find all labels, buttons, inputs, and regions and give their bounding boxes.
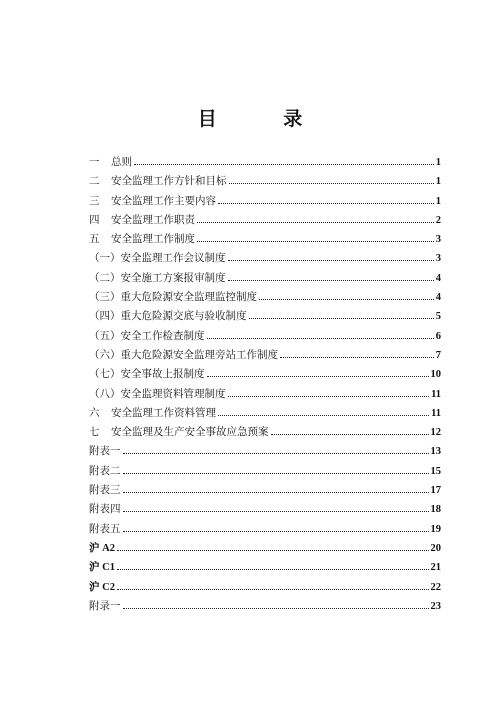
toc-entry[interactable] xyxy=(89,211,441,230)
toc-entry[interactable] xyxy=(89,172,441,191)
toc-entry-text: （一）安全监理工作会议制度 xyxy=(89,252,226,265)
toc-appendix-entry[interactable] xyxy=(89,558,441,577)
toc-subentry[interactable] xyxy=(89,269,441,288)
toc-entry-page: 6 xyxy=(435,330,441,342)
toc-entry-text: 安全监理及生产安全事故应急预案 xyxy=(111,426,269,439)
dot-leader xyxy=(280,357,434,358)
toc-subentry[interactable] xyxy=(89,346,441,365)
dot-leader xyxy=(218,415,429,416)
toc-entry-label xyxy=(89,172,227,191)
toc-entry-page: 15 xyxy=(430,465,441,477)
toc-entry-text: 总则 xyxy=(111,156,132,168)
toc-entry-page: 23 xyxy=(430,600,441,612)
dot-leader xyxy=(117,589,429,590)
toc-entry-label xyxy=(89,192,216,211)
dot-leader xyxy=(271,434,429,435)
toc-entry-text: 安全监理工作资料管理 xyxy=(111,406,216,419)
dot-leader xyxy=(259,299,434,300)
toc-entry[interactable] xyxy=(89,404,441,423)
dot-leader xyxy=(228,280,434,281)
toc-entry-label xyxy=(89,211,195,230)
dot-leader xyxy=(197,222,434,223)
toc-entry-text: 安全监理工作制度 xyxy=(111,233,195,246)
toc-appendix-entry[interactable] xyxy=(89,500,441,519)
toc-entry-page: 10 xyxy=(430,369,441,381)
page-title: 目 录 xyxy=(197,108,333,130)
toc-entry-text: 沪 A2 xyxy=(89,542,115,554)
toc-entry-page: 3 xyxy=(435,253,441,265)
toc-entry-text: 安全监理工作职责 xyxy=(111,213,195,226)
toc-entry[interactable] xyxy=(89,153,441,172)
toc-entry-label xyxy=(89,423,269,442)
dot-leader xyxy=(228,260,434,261)
toc-entry-text: 安全监理工作主要内容 xyxy=(111,194,216,207)
toc-entry-page: 1 xyxy=(435,157,441,168)
toc-entry-label xyxy=(89,404,216,423)
toc-entry-text: （二）安全施工方案报审制度 xyxy=(89,271,226,284)
dot-leader xyxy=(218,203,434,204)
toc-appendix-entry[interactable] xyxy=(89,442,441,461)
toc-entry-text: （七）安全事故上报制度 xyxy=(89,368,205,381)
toc-subentry[interactable] xyxy=(89,249,441,268)
toc-entry-text: 附表三 xyxy=(89,484,121,497)
toc-entry-page: 22 xyxy=(430,581,441,593)
toc-entry-text: 附录一 xyxy=(89,599,121,612)
toc-entry-number: 五 xyxy=(89,233,100,246)
toc-entry-text: 附表二 xyxy=(89,464,121,477)
toc-appendix-entry[interactable] xyxy=(89,520,441,539)
toc-entry-page: 7 xyxy=(435,349,441,361)
toc-entry-number: 四 xyxy=(89,213,100,226)
toc-entry-page: 1 xyxy=(435,176,441,188)
dot-leader xyxy=(123,492,429,493)
dot-leader xyxy=(117,550,429,551)
toc-entry-text: （五）安全工作检查制度 xyxy=(89,329,205,342)
toc-entry-label xyxy=(89,230,195,249)
toc-subentry[interactable] xyxy=(89,365,441,384)
toc-entry-page: 17 xyxy=(430,485,441,497)
dot-leader xyxy=(228,396,430,397)
toc-entry-page: 19 xyxy=(430,523,441,535)
toc-entry-page: 12 xyxy=(430,427,441,439)
toc-entry-number: 三 xyxy=(89,194,100,207)
toc-entry-page: 13 xyxy=(430,446,441,458)
toc-entry-text: 附表一 xyxy=(89,445,121,458)
dot-leader xyxy=(229,183,434,184)
toc-entry-page: 11 xyxy=(431,388,441,400)
toc-entry-page: 1 xyxy=(435,195,441,207)
toc-entry-text: （三）重大危险源安全监理监控制度 xyxy=(89,291,257,304)
dot-leader xyxy=(134,164,434,165)
toc-entry-text: 沪 C1 xyxy=(89,562,115,574)
toc-subentry[interactable] xyxy=(89,307,441,326)
toc-entry-page: 4 xyxy=(435,292,441,304)
toc-entry-number: 一 xyxy=(89,156,100,168)
toc-entry-text: 附表四 xyxy=(89,503,121,516)
dot-leader xyxy=(123,453,429,454)
dot-leader xyxy=(249,318,434,319)
dot-leader xyxy=(197,241,434,242)
dot-leader xyxy=(123,511,429,512)
toc-subentry[interactable] xyxy=(89,288,441,307)
toc-appendix-entry[interactable] xyxy=(89,597,441,616)
toc-entry-page: 11 xyxy=(431,407,441,419)
toc-entry-number: 六 xyxy=(89,406,100,419)
dot-leader xyxy=(123,608,429,609)
table-of-contents xyxy=(89,153,441,616)
toc-entry-text: 安全监理工作方针和目标 xyxy=(111,175,227,188)
toc-subentry[interactable] xyxy=(89,385,441,404)
dot-leader xyxy=(123,531,429,532)
dot-leader xyxy=(117,569,429,570)
toc-entry-text: 沪 C2 xyxy=(89,581,115,593)
toc-entry-page: 5 xyxy=(435,311,441,323)
toc-appendix-entry[interactable] xyxy=(89,578,441,597)
toc-entry-text: （六）重大危险源安全监理旁站工作制度 xyxy=(89,348,278,361)
toc-entry-text: （四）重大危险源交底与验收制度 xyxy=(89,310,247,323)
toc-entry-text: 附表五 xyxy=(89,522,121,535)
toc-entry-text: （八）安全监理资料管理制度 xyxy=(89,387,226,400)
dot-leader xyxy=(207,376,429,377)
toc-subentry[interactable] xyxy=(89,327,441,346)
dot-leader xyxy=(207,338,434,339)
toc-appendix-entry[interactable] xyxy=(89,462,441,481)
toc-entry[interactable] xyxy=(89,192,441,211)
toc-entry-page: 20 xyxy=(430,542,441,554)
toc-entry-number: 七 xyxy=(89,426,100,439)
toc-entry-page: 3 xyxy=(435,234,441,246)
toc-entry-page: 21 xyxy=(430,562,441,574)
toc-entry[interactable] xyxy=(89,230,441,249)
toc-entry-label xyxy=(89,153,132,172)
toc-entry-page: 2 xyxy=(435,214,441,226)
dot-leader xyxy=(123,473,429,474)
toc-appendix-entry[interactable] xyxy=(89,539,441,558)
toc-entry[interactable] xyxy=(89,423,441,442)
toc-entry-number: 二 xyxy=(89,175,100,188)
toc-appendix-entry[interactable] xyxy=(89,481,441,500)
toc-entry-page: 18 xyxy=(430,504,441,516)
toc-entry-page: 4 xyxy=(435,272,441,284)
